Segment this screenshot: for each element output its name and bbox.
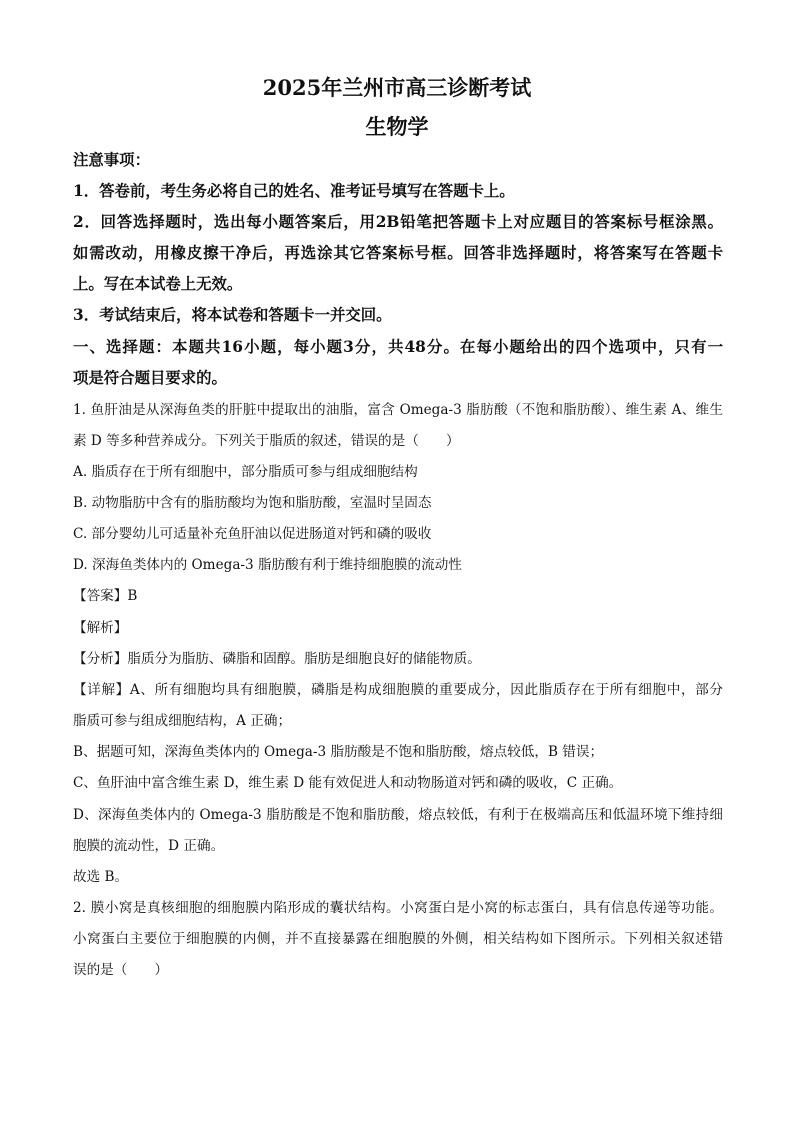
notice-item-2-end: 上。写在本试卷上无效。 (73, 275, 243, 293)
answer-label: 【答案】B (73, 588, 138, 604)
detail-a: 【详解】A、所有细胞均具有细胞膜，磷脂是构成细胞膜的重要成分，因此脂质存在于所有细胞中，部分 (73, 682, 723, 698)
question-1-stem: 1. 鱼肝油是从深海鱼类的肝脏中提取出的油脂，富含 Omega-3 脂肪酸（不饱和脂肪酸）、维生素 A、维生 (73, 402, 723, 418)
notice-item-2: 2．回答选择题时，选出每小题答案后，用2B铅笔把答题卡上对应题目的答案标号框涂黑。 (73, 213, 723, 231)
question-1-option-c: C. 部分婴幼儿可适量补充鱼肝油以促进肠道对钙和磷的吸收 (73, 526, 432, 542)
question-1-stem-cont: 素 D 等多种营养成分。下列关于脂质的叙述，错误的是（ ） (73, 433, 460, 449)
notice-item-1: 1．答卷前，考生务必将自己的姓名、准考证号填写在答题卡上。 (73, 182, 515, 200)
question-2-stem-cont: 小窝蛋白主要位于细胞膜的内侧，并不直接暴露在细胞膜的外侧，相关结构如下图所示。下列相关叙述错 (73, 931, 723, 947)
notice-item-3: 3．考试结束后，将本试卷和答题卡一并交回。 (73, 306, 392, 324)
detail-d: D、深海鱼类体内的 Omega-3 脂肪酸是不饱和脂肪酸，熔点较低，有利于在极端高压和低温环境下维持细 (73, 807, 723, 823)
analysis-label: 【解析】 (73, 620, 128, 636)
conclusion: 故选 B。 (73, 869, 129, 885)
exam-title: 2025年兰州市高三诊断考试 (262, 75, 532, 100)
question-2-stem-end: 误的是（ ） (73, 962, 169, 978)
analysis-text: 【分析】脂质分为脂肪、磷脂和固醇。脂肪是细胞良好的储能物质。 (73, 651, 481, 667)
question-1-option-a: A. 脂质存在于所有细胞中，部分脂质可参与组成细胞结构 (73, 464, 418, 480)
notice-heading: 注意事项： (73, 151, 150, 169)
detail-b: B、据题可知，深海鱼类体内的 Omega-3 脂肪酸是不饱和脂肪酸，熔点较低，B 错误； (73, 744, 604, 760)
subject-title: 生物学 (365, 114, 429, 139)
section-heading-cont: 项是符合题目要求的。 (73, 369, 227, 387)
question-1-option-b: B. 动物脂肪中含有的脂肪酸均为饱和脂肪酸，室温时呈固态 (73, 495, 432, 511)
question-1-option-d: D. 深海鱼类体内的 Omega-3 脂肪酸有利于维持细胞膜的流动性 (73, 557, 462, 573)
question-2-stem: 2. 膜小窝是真核细胞的细胞膜内陷形成的囊状结构。小窝蛋白是小窝的标志蛋白，具有信息传递等功能。 (73, 900, 723, 916)
notice-item-2-cont: 如需改动，用橡皮擦干净后，再选涂其它答案标号框。回答非选择题时，将答案写在答题卡 (73, 244, 723, 262)
section-heading: 一、选择题：本题共16小题，每小题3分，共48分。在每小题给出的四个选项中，只有一 (73, 338, 723, 356)
detail-a-cont: 脂质可参与组成细胞结构，A 正确； (73, 713, 292, 729)
detail-c: C、鱼肝油中富含维生素 D，维生素 D 能有效促进人和动物肠道对钙和磷的吸收，C 正确。 (73, 775, 623, 791)
detail-d-cont: 胞膜的流动性，D 正确。 (73, 838, 225, 854)
